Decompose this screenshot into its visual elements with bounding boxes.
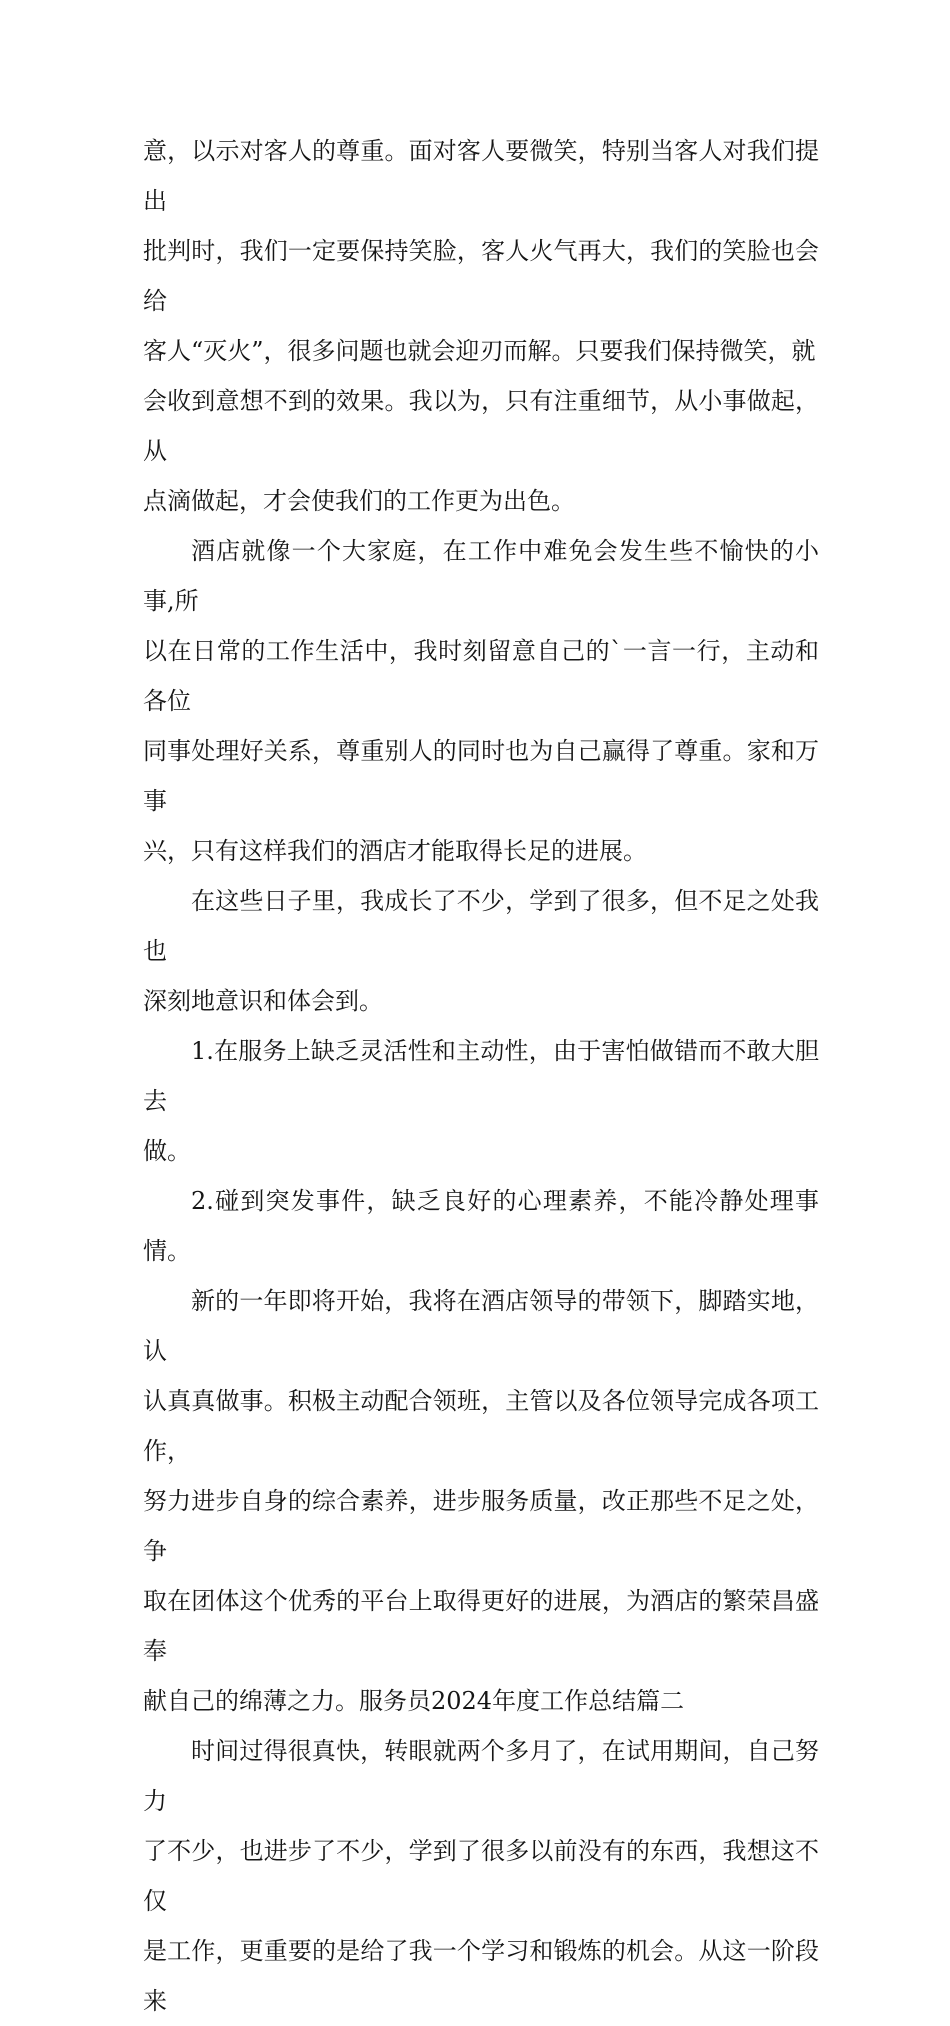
text-line: 时间过得很真快，转眼就两个多月了，在试用期间，自己努力: [143, 1737, 819, 1815]
text-line: 在这些日子里，我成长了不少，学到了很多，但不足之处我也: [143, 887, 819, 965]
text-line: 努力进步自身的综合素养，进步服务质量，改正那些不足之处，争: [143, 1487, 819, 1565]
text-line: 批判时，我们一定要保持笑脸，客人火气再大，我们的笑脸也会给: [143, 237, 819, 315]
text-line: 以在日常的工作生活中，我时刻留意自己的`一言一行，主动和各位: [143, 637, 819, 715]
text-line: 取在团体这个优秀的平台上取得更好的进展，为酒店的繁荣昌盛奉: [143, 1587, 819, 1665]
text-line: 会收到意想不到的效果。我以为，只有注重细节，从小事做起，从: [143, 387, 819, 465]
text-line: 认真真做事。积极主动配合领班，主管以及各位领导完成各项工作，: [143, 1387, 819, 1465]
text-line: 点滴做起，才会使我们的工作更为出色。: [143, 487, 575, 515]
text-line: 同事处理好关系，尊重别人的同时也为自己赢得了尊重。家和万事: [143, 737, 819, 815]
list-item: 2.碰到突发事件，缺乏良好的心理素养，不能冷静处理事情。: [143, 1187, 819, 1265]
text-line: 酒店就像一个大家庭，在工作中难免会发生些不愉快的小事,所: [143, 537, 819, 615]
text-line: 兴，只有这样我们的酒店才能取得长足的进展。: [143, 837, 647, 865]
document-body: [143, 126, 819, 2026]
text-line: 做。: [143, 1137, 191, 1165]
list-item: 1.在服务上缺乏灵活性和主动性，由于害怕做错而不敢大胆去: [143, 1037, 819, 1115]
text-line: 新的一年即将开始，我将在酒店领导的带领下，脚踏实地，认: [143, 1287, 819, 1365]
text-line: 了不少，也进步了不少，学到了很多以前没有的东西，我想这不仅: [143, 1837, 819, 1915]
text-line: 意，以示对客人的尊重。面对客人要微笑，特别当客人对我们提出: [143, 137, 819, 215]
text-line: 深刻地意识和体会到。: [143, 987, 383, 1015]
text-line: 是工作，更重要的是给了我一个学习和锻炼的机会。从这一阶段来: [143, 1937, 819, 2015]
text-line: 献自己的绵薄之力。服务员2024年度工作总结篇二: [143, 1687, 685, 1715]
text-line: 客人“灭火”，很多问题也就会迎刃而解。只要我们保持微笑，就: [143, 337, 816, 365]
